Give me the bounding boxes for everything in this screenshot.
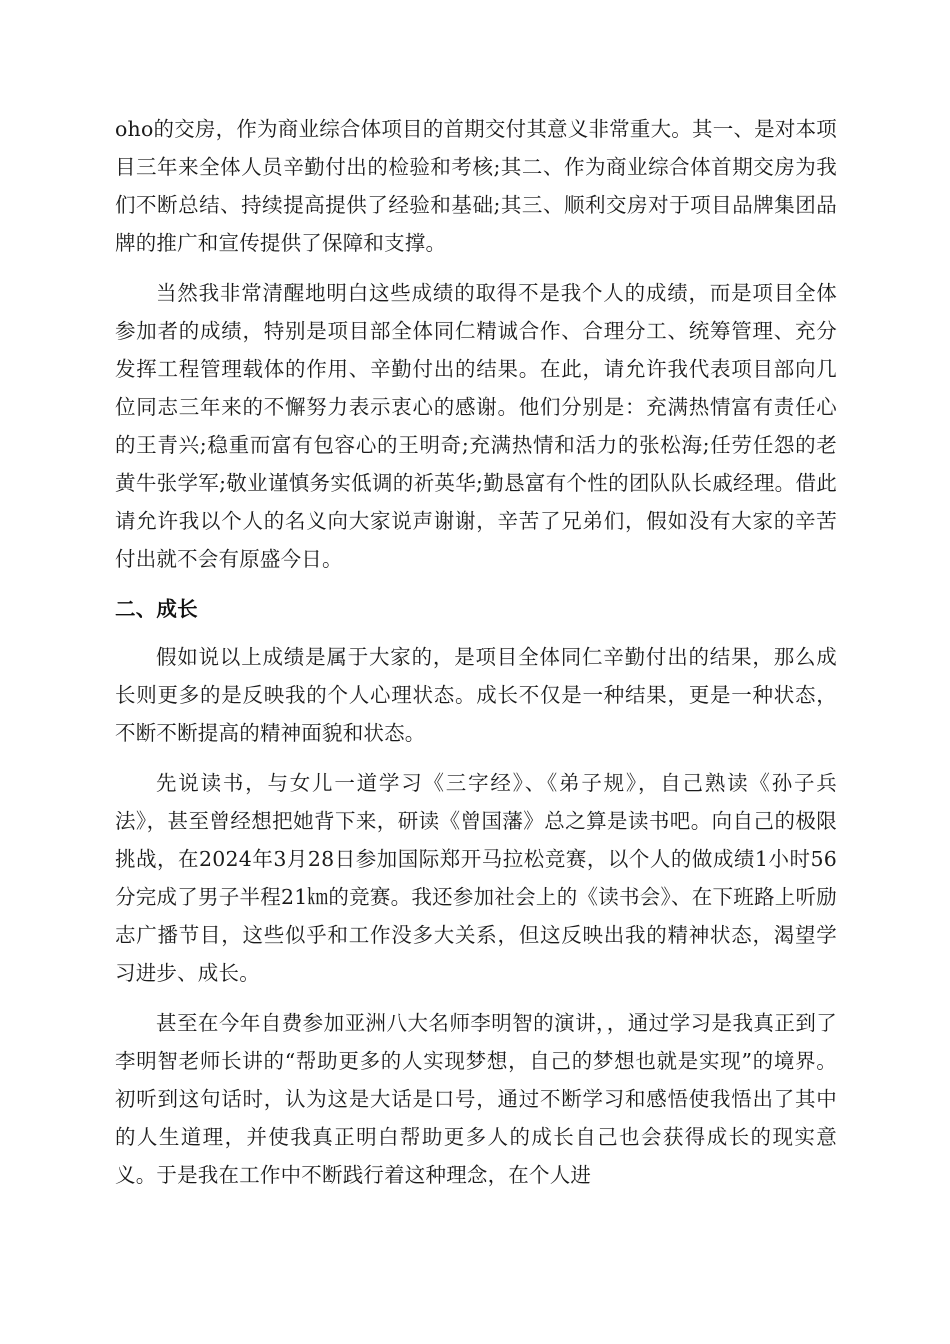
paragraph-reading-marathon: 先说读书，与女儿一道学习《三字经》、《弟子规》，自己熟读《孙子兵法》，甚至曾经想把她背下来，研读《曾国藩》总之算是读书吧。向自己的极限挑战，在2024年3月28日参加国际郑开马拉松竞赛，以个人的做成绩1小时56分完成了男子半程21㎞的竞赛。我还参加社会上的《读书会》、在下班路上听励志广播节目，这些似乎和工作没多大关系，但这反映出我的精神状态，渴望学习进步、成长。 xyxy=(115,771,837,985)
paragraph-lecture: 甚至在今年自费参加亚洲八大名师李明智的演讲，，通过学习是我真正到了李明智老师长讲的“帮助更多的人实现梦想，自己的梦想也就是实现”的境界。初听到这句话时，认为这是大话是口号，通过不断学习和感悟使我悟出了其中的人生道理，并使我真正明白帮助更多人的成长自己也会获得成长的现实意义。于是我在工作中不断践行着这种理念，在个人进 xyxy=(115,1011,837,1187)
paragraph-handover-significance: oho的交房，作为商业综合体项目的首期交付其意义非常重大。其一、是对本项目三年来全体人员辛勤付出的检验和考核;其二、作为商业综合体首期交房为我们不断总结、持续提高提供了经验和基础;其三、顺利交房对于项目品牌集团品牌的推广和宣传提供了保障和支撑。 xyxy=(115,117,837,255)
paragraph-acknowledgements: 当然我非常清醒地明白这些成绩的取得不是我个人的成绩，而是项目全体参加者的成绩，特别是项目部全体同仁精诚合作、合理分工、统筹管理、充分发挥工程管理载体的作用、辛勤付出的结果。在此，请允许我代表项目部向几位同志三年来的不懈努力表示衷心的感谢。他们分别是：充满热情富有责任心的王青兴;稳重而富有包容心的王明奇;充满热情和活力的张松海;任劳任怨的老黄牛张学军;敬业谨慎务实低调的祈英华;勤恳富有个性的团队队长戚经理。借此请允许我以个人的名义向大家说声谢谢，辛苦了兄弟们，假如没有大家的辛苦付出就不会有原盛今日。 xyxy=(115,281,837,571)
paragraph-growth-intro: 假如说以上成绩是属于大家的，是项目全体同仁辛勤付出的结果，那么成长则更多的是反映我的个人心理状态。成长不仅是一种结果，更是一种状态，不断不断提高的精神面貌和状态。 xyxy=(115,645,837,745)
section-heading-growth: 二、成长 xyxy=(115,597,198,621)
document-body xyxy=(115,110,837,1206)
